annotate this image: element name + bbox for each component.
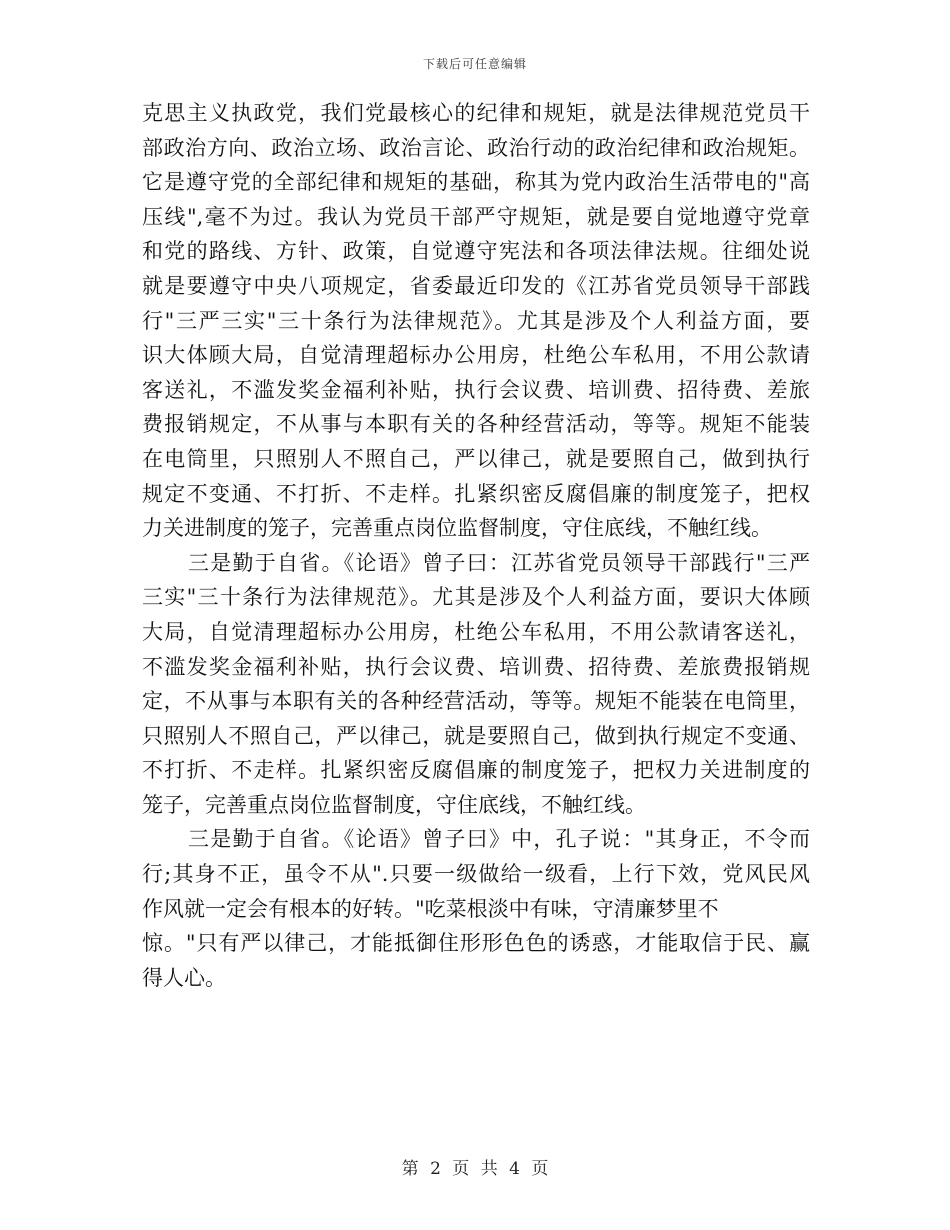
text-line: 规定不变通、不打折、不走样。扎紧织密反腐倡廉的制度笼子，把权 (142, 481, 810, 506)
text-line: 部政治方向、政治立场、政治言论、政治行动的政治纪律和政治规矩。 (142, 135, 810, 160)
text-line: 和党的路线、方针、政策，自觉遵守宪法和各项法律法规。往细处说 (142, 239, 810, 264)
text-line: 客送礼，不滥发奖金福利补贴，执行会议费、培训费、招待费、差旅 (142, 377, 810, 402)
text-line: 惊。"只有严以律己，才能抵御住形形色色的诱惑，才能取信于民、赢 (142, 931, 810, 956)
text-line: 识大体顾大局，自觉清理超标办公用房，杜绝公车私用，不用公款请 (142, 343, 810, 368)
paragraph-first-line: 三是勤于自省。《论语》曾子曰：江苏省党员领导干部践行"三严 (188, 550, 810, 575)
text-line: 三实"三十条行为法律规范》。尤其是涉及个人利益方面，要识大体顾 (142, 585, 810, 610)
page-header: 下载后可任意编辑 (422, 57, 527, 71)
text-line: 得人心。 (142, 965, 226, 990)
text-line: 它是遵守党的全部纪律和规矩的基础，称其为党内政治生活带电的"高 (142, 170, 810, 195)
text-line: 克思主义执政党，我们党最核心的纪律和规矩，就是法律规范党员干 (142, 101, 810, 125)
text-line: 在电筒里，只照别人不照自己，严以律己，就是要照自己，做到执行 (142, 446, 810, 471)
text-line: 定，不从事与本职有关的各种经营活动，等等。规矩不能装在电筒里， (142, 689, 810, 714)
page-number-footer: 第 2 页 共 4 页 (401, 1159, 549, 1179)
text-line: 行"三严三实"三十条行为法律规范》。尤其是涉及个人利益方面，要 (142, 308, 810, 333)
text-line: 只照别人不照自己，严以律己，就是要照自己，做到执行规定不变通、 (142, 723, 810, 748)
document-body (142, 96, 810, 995)
text-line: 力关进制度的笼子，完善重点岗位监督制度，守住底线，不触红线。 (142, 516, 772, 541)
text-line: 行;其身不正，虽令不从".只要一级做给一级看，上行下效，党风民风 (142, 862, 810, 887)
text-line: 大局，自觉清理超标办公用房，杜绝公车私用，不用公款请客送礼， (142, 619, 810, 644)
text-line: 笼子，完善重点岗位监督制度，守住底线，不触红线。 (142, 792, 646, 817)
paragraph-first-line: 三是勤于自省。《论语》曾子曰》中，孔子说："其身正，不令而 (188, 827, 810, 852)
text-line: 作风就一定会有根本的好转。"吃菜根淡中有味，守清廉梦里不 (142, 896, 719, 921)
text-line: 费报销规定，不从事与本职有关的各种经营活动，等等。规矩不能装 (142, 412, 810, 437)
text-line: 不滥发奖金福利补贴，执行会议费、培训费、招待费、差旅费报销规 (142, 654, 810, 679)
text-line: 压线",毫不为过。我认为党员干部严守规矩，就是要自觉地遵守党章 (142, 204, 810, 229)
text-line: 不打折、不走样。扎紧织密反腐倡廉的制度笼子，把权力关进制度的 (142, 758, 810, 783)
text-line: 就是要遵守中央八项规定，省委最近印发的《江苏省党员领导干部践 (142, 273, 810, 298)
